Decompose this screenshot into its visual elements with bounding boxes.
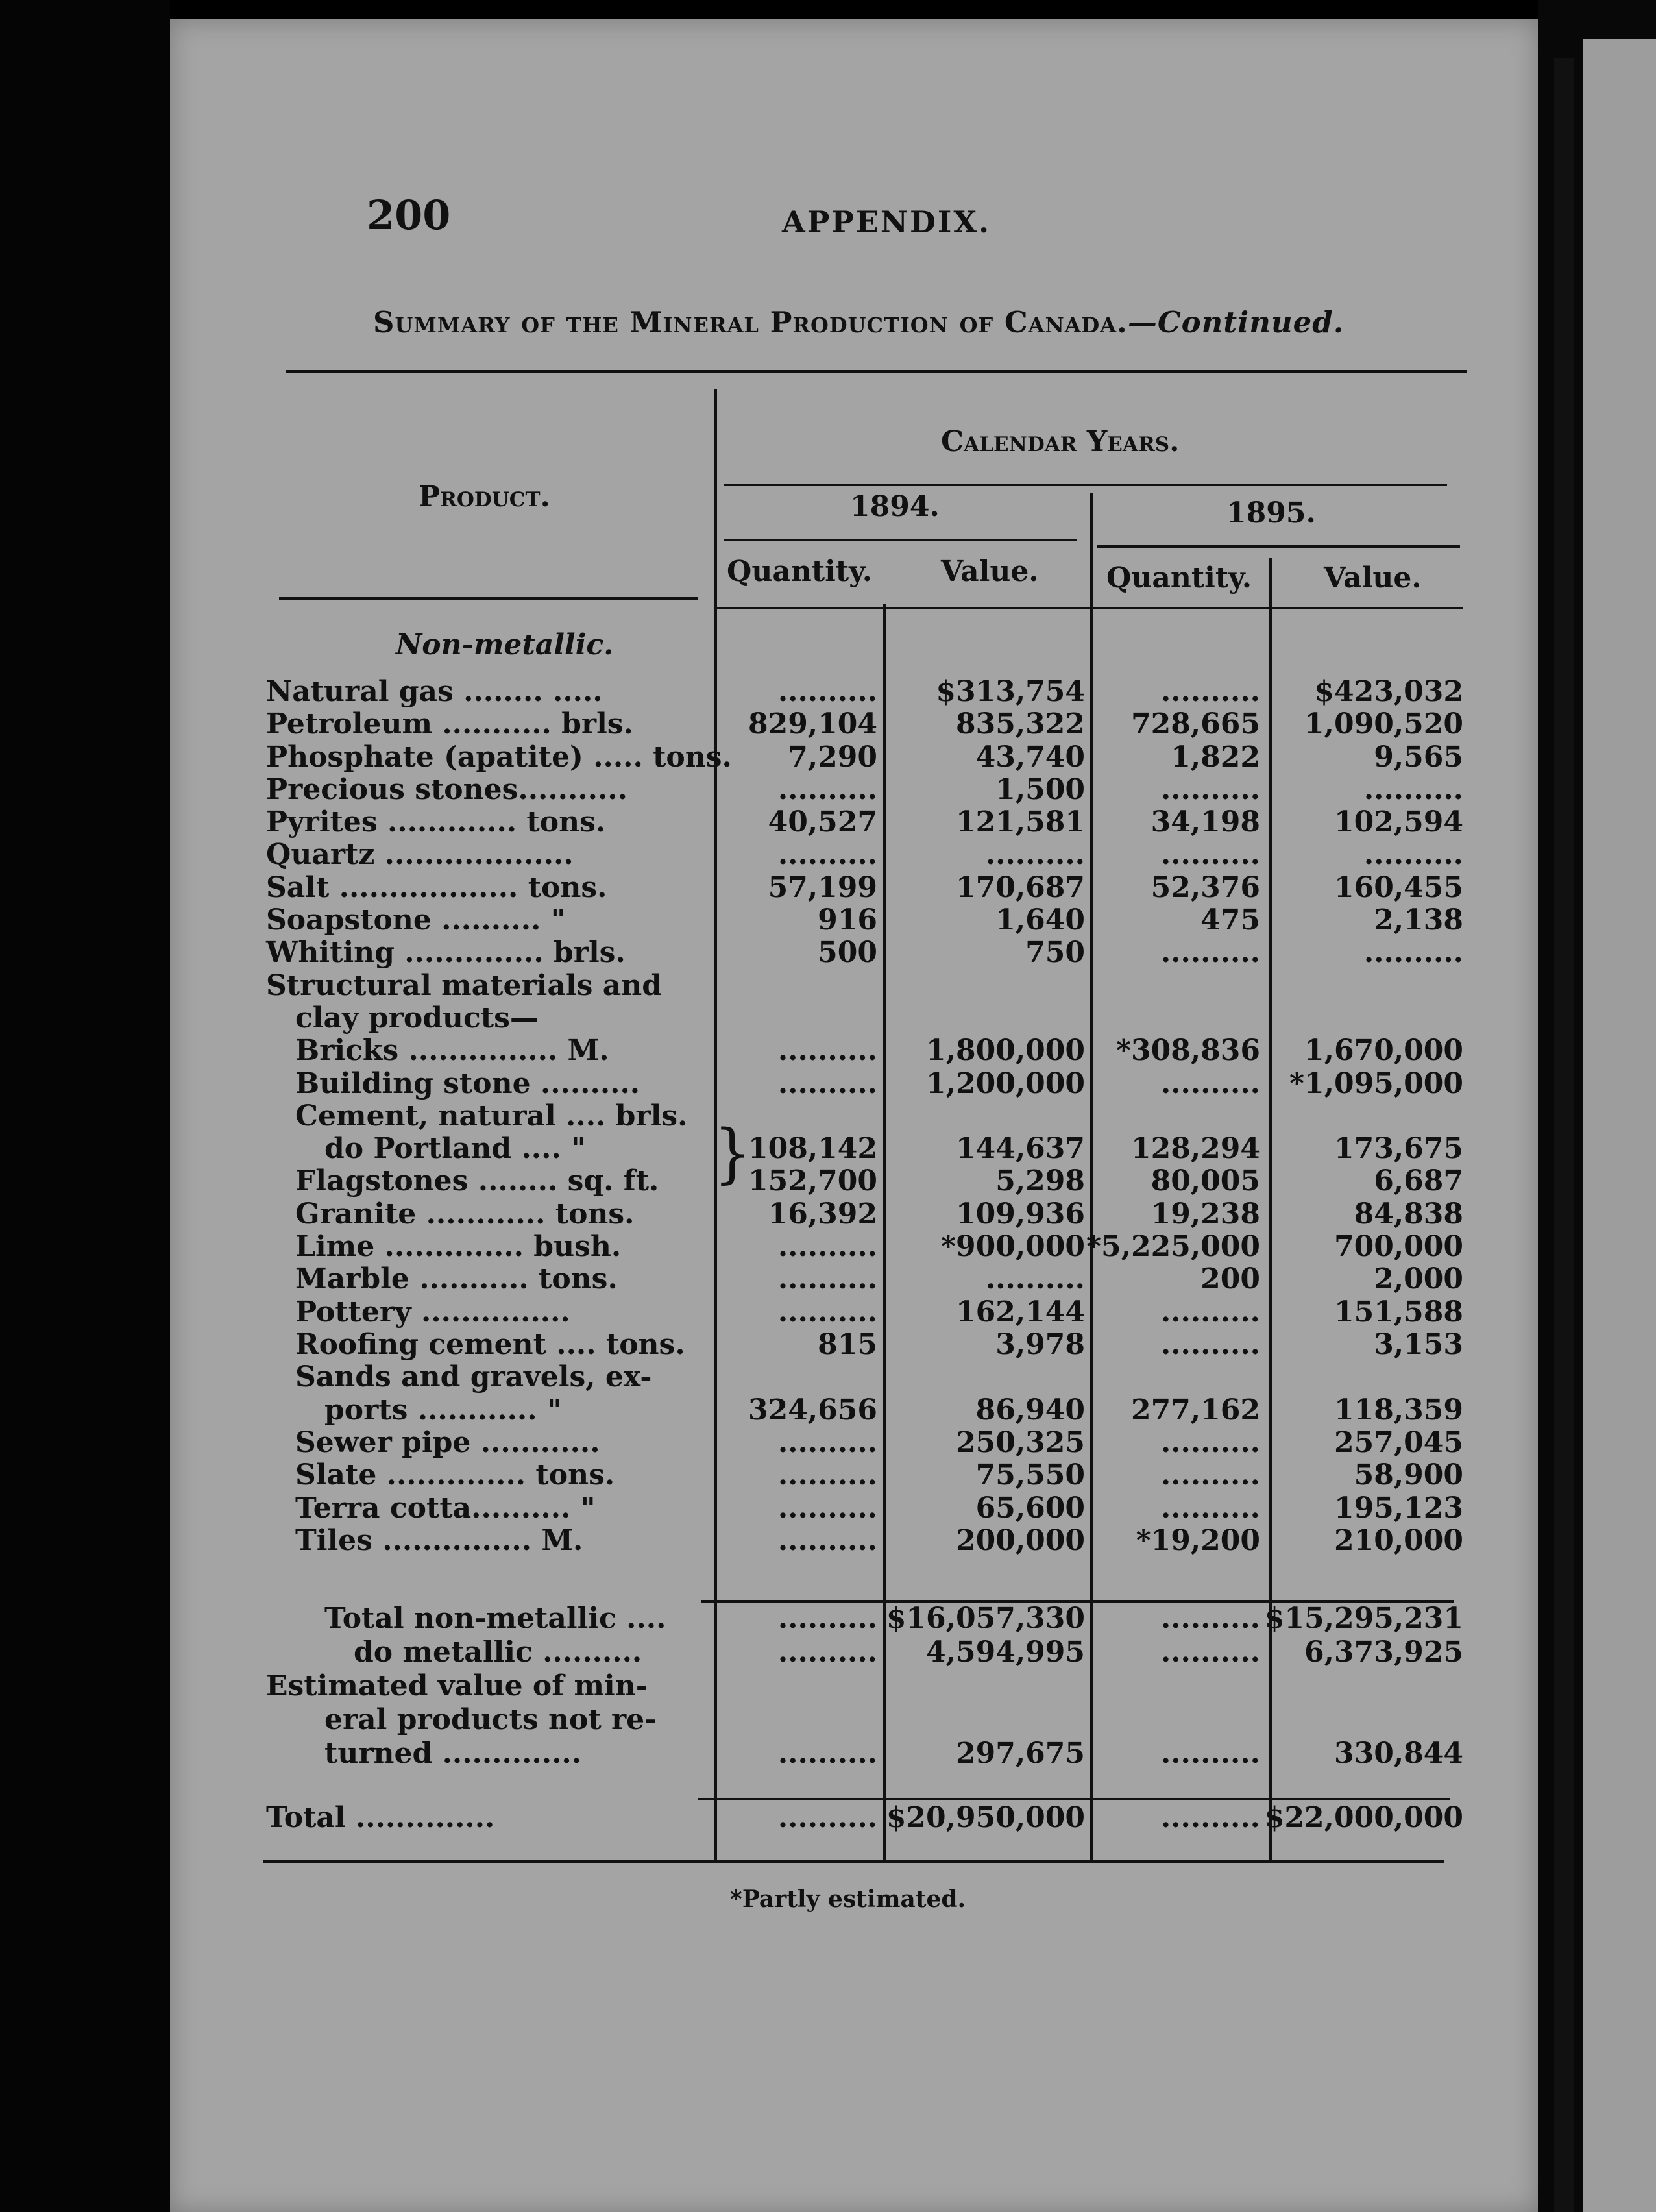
cell-q2: 200: [1200, 1262, 1260, 1296]
cell-q1: ..........: [777, 1296, 877, 1329]
row-label: ports ............ ": [324, 1394, 562, 1427]
row-label: Granite ............ tons.: [295, 1198, 635, 1231]
row-label: Pottery ...............: [295, 1296, 570, 1329]
cell-v1: 65,600: [975, 1492, 1085, 1525]
year1894-rule: [724, 539, 1077, 541]
cell-q1: 324,656: [748, 1394, 877, 1427]
cell-q2: 34,198: [1151, 805, 1260, 839]
table-row: [0, 1737, 1656, 1769]
cell-v2: $423,032: [1314, 675, 1463, 708]
top-rule: [286, 370, 1467, 373]
calendar-years-header: Calendar Years.: [941, 425, 1180, 458]
cell-v2: 6,687: [1374, 1164, 1463, 1198]
cal-years-rule: [724, 484, 1447, 486]
value-1894-header: Value.: [941, 555, 1039, 588]
cell-v2: ..........: [1363, 838, 1463, 871]
cell-v1: 1,500: [995, 773, 1085, 806]
cell-v2: $22,000,000: [1264, 1801, 1463, 1834]
cell-q1: 500: [818, 936, 877, 969]
row-label: Cement, natural .... brls.: [295, 1100, 688, 1133]
table-row: [0, 1198, 1656, 1230]
cell-v1: 170,687: [955, 871, 1085, 904]
year-1895-header: 1895.: [1226, 497, 1316, 530]
cell-q1: ..........: [777, 1524, 877, 1557]
row-label: Total non-metallic ....: [324, 1602, 666, 1635]
row-label: Sands and gravels, ex-: [295, 1360, 652, 1394]
cell-v1: 3,978: [995, 1328, 1085, 1361]
quantity-1895-header: Quantity.: [1106, 561, 1252, 595]
cement-brace: }: [714, 1116, 751, 1192]
cell-q2: ..........: [1160, 1737, 1260, 1770]
cell-q1: ..........: [777, 1426, 877, 1459]
cell-q2: ..........: [1160, 1602, 1260, 1635]
cell-q1: ..........: [777, 1636, 877, 1669]
footnote: *Partly estimated.: [730, 1886, 966, 1913]
cell-q1: 815: [818, 1328, 877, 1361]
cell-v1: 1,200,000: [926, 1067, 1085, 1100]
row-label: Flagstones ........ sq. ft.: [295, 1164, 659, 1198]
row-label: do Portland .... ": [324, 1132, 587, 1165]
table-title-text: Summary of the Mineral Production of Canada.: [373, 305, 1128, 339]
table-row: [0, 903, 1656, 936]
cell-v2: 3,153: [1374, 1328, 1463, 1361]
row-label: Roofing cement .... tons.: [295, 1328, 685, 1361]
table-row: [0, 1360, 1656, 1393]
year1895-rule: [1097, 545, 1460, 548]
cell-q2: *19,200: [1136, 1524, 1260, 1557]
table-row: [0, 1262, 1656, 1295]
row-label: Phosphate (apatite) ..... tons.: [266, 741, 732, 774]
cell-v1: 1,800,000: [926, 1034, 1085, 1067]
cell-v1: 200,000: [955, 1524, 1085, 1557]
cell-v1: ..........: [985, 1262, 1085, 1296]
table-row: [0, 1602, 1656, 1634]
cell-q2: ..........: [1160, 838, 1260, 871]
table-row: [0, 1394, 1656, 1426]
row-label: Salt .................. tons.: [266, 871, 607, 904]
product-header-rule: [279, 597, 698, 600]
table-row: [0, 1002, 1656, 1034]
row-label: Building stone ..........: [295, 1067, 640, 1100]
row-label: Precious stones...........: [266, 773, 627, 806]
table-row: [0, 1067, 1656, 1100]
cell-v2: 173,675: [1333, 1132, 1463, 1165]
cell-v2: 330,844: [1333, 1737, 1463, 1770]
cell-q1: 152,700: [748, 1164, 877, 1198]
cell-v2: 257,045: [1333, 1426, 1463, 1459]
table-row: [0, 741, 1656, 773]
table-row: [0, 1034, 1656, 1066]
table-row: [0, 773, 1656, 805]
cell-q1: ..........: [777, 1230, 877, 1263]
cell-v1: 835,322: [955, 707, 1085, 741]
cell-v2: 2,138: [1374, 903, 1463, 937]
cell-v1: 297,675: [955, 1737, 1085, 1770]
page-number: 200: [367, 191, 451, 239]
cell-v1: 75,550: [975, 1458, 1085, 1492]
cell-q2: ..........: [1160, 1296, 1260, 1329]
cell-v2: ..........: [1363, 773, 1463, 806]
cell-v2: 151,588: [1333, 1296, 1463, 1329]
cell-q1: 916: [818, 903, 877, 937]
cell-v1: ..........: [985, 838, 1085, 871]
cell-v1: 5,298: [995, 1164, 1085, 1198]
table-row: [0, 969, 1656, 1002]
table-row: [0, 1801, 1656, 1834]
table-row: [0, 1296, 1656, 1328]
cell-q1: 108,142: [748, 1132, 877, 1165]
table-row: [0, 1164, 1656, 1197]
cell-q2: ..........: [1160, 1458, 1260, 1492]
row-label: do metallic ..........: [354, 1636, 642, 1669]
row-label: Terra cotta.......... ": [295, 1492, 596, 1525]
cell-v1: 109,936: [955, 1198, 1085, 1231]
cell-q1: ..........: [777, 773, 877, 806]
cell-v2: ..........: [1363, 936, 1463, 969]
cell-q1: 829,104: [748, 707, 877, 741]
cell-v2: 160,455: [1333, 871, 1463, 904]
cell-v1: 86,940: [975, 1394, 1085, 1427]
cell-q2: ..........: [1160, 1426, 1260, 1459]
cell-q1: ..........: [777, 1737, 877, 1770]
cell-v1: $20,950,000: [886, 1801, 1085, 1834]
table-row: [0, 1458, 1656, 1491]
cell-v2: 118,359: [1333, 1394, 1463, 1427]
table-row: [0, 675, 1656, 707]
cell-q1: ..........: [777, 1458, 877, 1492]
table-row: [0, 1132, 1656, 1164]
cell-q1: ..........: [777, 1067, 877, 1100]
table-row: [0, 1669, 1656, 1702]
table-row: [0, 838, 1656, 870]
cell-q2: ..........: [1160, 773, 1260, 806]
cell-v2: 84,838: [1354, 1198, 1463, 1231]
cell-v2: 102,594: [1333, 805, 1463, 839]
cell-q2: ..........: [1160, 936, 1260, 969]
row-label: clay products—: [295, 1002, 539, 1035]
row-label: Whiting .............. brls.: [266, 936, 626, 969]
cell-q1: ..........: [777, 838, 877, 871]
cell-q1: 16,392: [768, 1198, 877, 1231]
row-label: Bricks ............... M.: [295, 1034, 609, 1067]
row-label: Quartz ...................: [266, 838, 574, 871]
cell-v1: $313,754: [936, 675, 1085, 708]
cell-q1: 7,290: [788, 741, 877, 774]
cell-v1: 162,144: [955, 1296, 1085, 1329]
table-row: [0, 871, 1656, 903]
row-label: eral products not re-: [324, 1703, 657, 1736]
row-label: Slate .............. tons.: [295, 1458, 615, 1492]
row-label: Soapstone .......... ": [266, 903, 566, 937]
table-row: [0, 1492, 1656, 1524]
cell-v2: 1,670,000: [1304, 1034, 1463, 1067]
row-label: Total ..............: [266, 1801, 495, 1834]
cell-v2: 9,565: [1374, 741, 1463, 774]
cell-v2: 2,000: [1374, 1262, 1463, 1296]
value-1895-header: Value.: [1324, 561, 1422, 595]
cell-q1: ..........: [777, 1262, 877, 1296]
cell-v2: 1,090,520: [1304, 707, 1463, 741]
cell-q2: ..........: [1160, 1067, 1260, 1100]
cell-q2: 19,238: [1151, 1198, 1260, 1231]
product-header: Product.: [419, 480, 550, 513]
table-row: [0, 1426, 1656, 1458]
table-row: [0, 1524, 1656, 1556]
table-row: [0, 1230, 1656, 1262]
table-row: [0, 805, 1656, 838]
bottom-rule: [263, 1860, 1444, 1863]
table-row: [0, 1703, 1656, 1736]
cell-q2: 52,376: [1151, 871, 1260, 904]
row-label: Petroleum ........... brls.: [266, 707, 633, 741]
cell-v1: 750: [1025, 936, 1085, 969]
cell-q2: ..........: [1160, 1636, 1260, 1669]
quantity-1894-header: Quantity.: [727, 555, 873, 588]
table-title: [373, 305, 1344, 339]
row-label: Sewer pipe ............: [295, 1426, 600, 1459]
cell-q1: ..........: [777, 1034, 877, 1067]
cell-q2: *5,225,000: [1086, 1230, 1260, 1263]
cell-v2: 700,000: [1333, 1230, 1463, 1263]
row-label: Structural materials and: [266, 969, 662, 1002]
cell-q2: 277,162: [1130, 1394, 1260, 1427]
cell-q2: ..........: [1160, 1801, 1260, 1834]
cell-q2: 728,665: [1130, 707, 1260, 741]
row-label: Lime .............. bush.: [295, 1230, 622, 1263]
cell-v1: 4,594,995: [926, 1636, 1085, 1669]
cell-q2: 128,294: [1130, 1132, 1260, 1165]
cell-q2: ..........: [1160, 1328, 1260, 1361]
cell-q2: *308,836: [1115, 1034, 1260, 1067]
row-label: Natural gas ........ .....: [266, 675, 603, 708]
cell-q1: ..........: [777, 1492, 877, 1525]
cell-v1: 1,640: [995, 903, 1085, 937]
cell-q2: ..........: [1160, 1492, 1260, 1525]
cell-q1: ..........: [777, 1602, 877, 1635]
cell-v1: 121,581: [955, 805, 1085, 839]
table-row: [0, 936, 1656, 968]
table-row: [0, 1328, 1656, 1360]
cell-v2: $15,295,231: [1264, 1602, 1463, 1635]
cell-v1: 144,637: [955, 1132, 1085, 1165]
cell-q2: ..........: [1160, 675, 1260, 708]
cell-v1: 250,325: [955, 1426, 1085, 1459]
cell-v2: 210,000: [1333, 1524, 1463, 1557]
total-rule: [698, 1798, 1450, 1800]
cell-q2: 80,005: [1151, 1164, 1260, 1198]
table-row: [0, 1100, 1656, 1132]
year-1894-header: 1894.: [850, 490, 940, 523]
cell-v2: 58,900: [1354, 1458, 1463, 1492]
table-row: [0, 1636, 1656, 1668]
cell-v1: *900,000: [940, 1230, 1085, 1263]
row-label: Estimated value of min-: [266, 1669, 648, 1702]
cell-v2: *1,095,000: [1289, 1067, 1463, 1100]
table-title-suffix: —Continued.: [1127, 305, 1345, 339]
section-heading: Non-metallic.: [396, 628, 614, 661]
running-header: APPENDIX.: [782, 204, 992, 240]
row-label: Pyrites ............. tons.: [266, 805, 606, 839]
cell-q1: ..........: [777, 1801, 877, 1834]
cell-v2: 6,373,925: [1304, 1636, 1463, 1669]
cell-v1: 43,740: [975, 741, 1085, 774]
cell-q2: 1,822: [1171, 741, 1260, 774]
cell-v2: 195,123: [1333, 1492, 1463, 1525]
row-label: Marble ........... tons.: [295, 1262, 618, 1296]
row-label: Tiles ............... M.: [295, 1524, 583, 1557]
cell-q1: 40,527: [768, 805, 877, 839]
cell-q1: 57,199: [768, 871, 877, 904]
cell-q1: ..........: [777, 675, 877, 708]
table-row: [0, 707, 1656, 740]
cell-q2: 475: [1200, 903, 1260, 937]
row-label: turned ..............: [324, 1737, 582, 1770]
cell-v1: $16,057,330: [886, 1602, 1085, 1635]
